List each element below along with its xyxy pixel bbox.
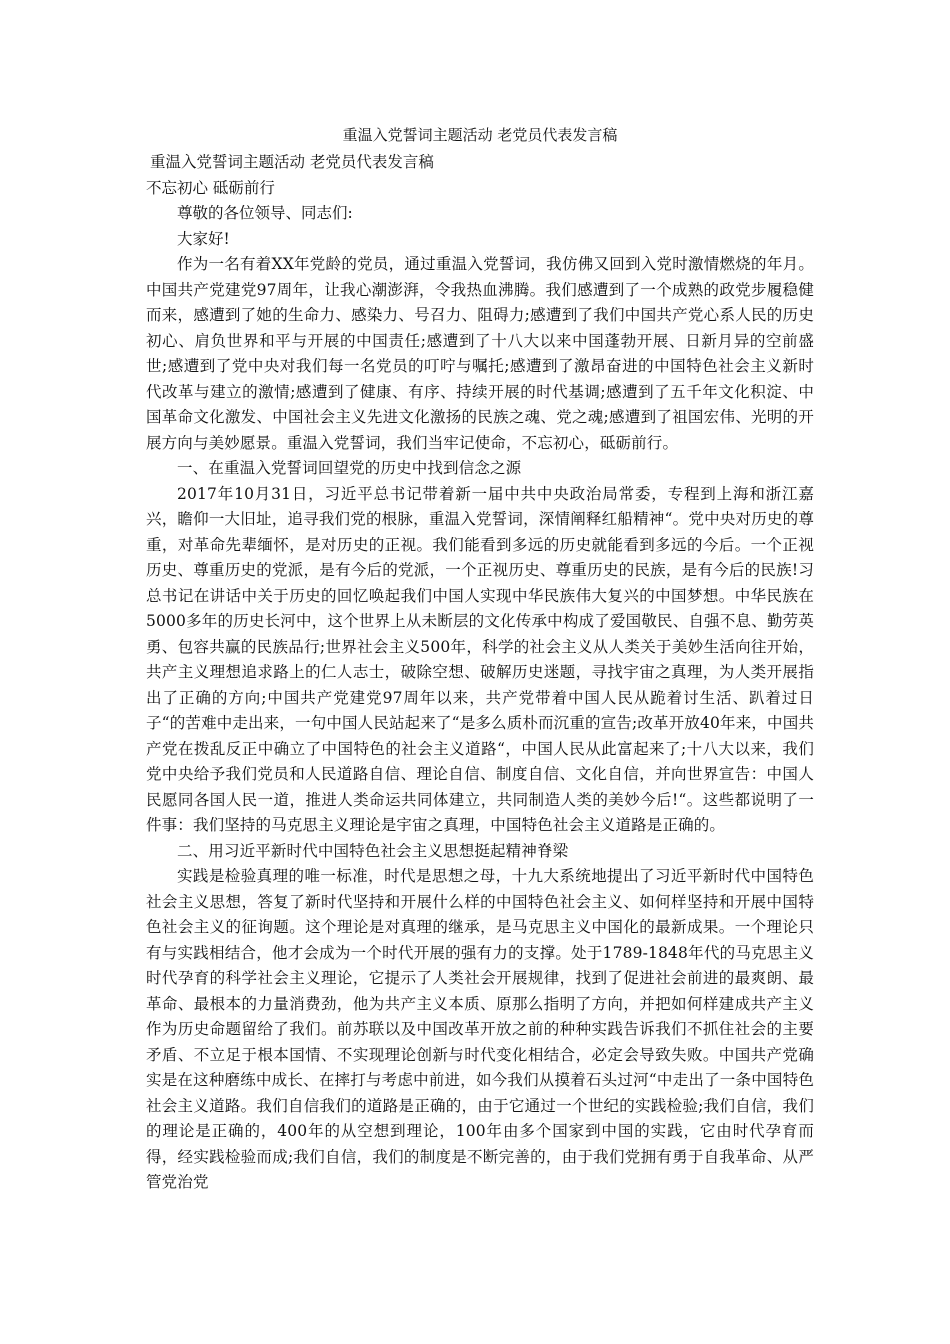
paragraph-theory: 实践是检验真理的唯一标准，时代是思想之母，十九大系统地提出了习近平新时代中国特色社会主义思想，答复了新时代坚持和开展什么样的中国特色社会主义、如何样坚持和开展中国特色社会主义的征询题。这个理论是对真理的继承，是马克思主义中国化的最新成果。一个理论只有与实践相结合，他才会成为一个时代开展的强有力的支撑。处于1789-1848年代的马克思主义时代孕育的科学社会主义理论，它提示了人类社会开展规律，找到了促进社会前进的最爽朗、最革命、最根本的力量消费劲，他为共产主义本质、原那么指明了方向，并把如何样建成共产主义作为历史命题留给了我们。前苏联以及中国改革开放之前的种种实践告诉我们不抓住社会的主要矛盾、不立足于根本国情、不实现理论创新与时代变化相结合，必定会导致失败。中国共产党确实是在这种磨练中成长、在摔打与考虑中前进，如今我们从摸着石头过河“中走出了一条中国特色社会主义道路。我们自信我们的道路是正确的，由于它通过一个世纪的实践检验;我们自信，我们的理论是正确的，400年的从空想到理论，100年由多个国家到中国的实践，它由时代孕育而得，经实践检验而成;我们自信，我们的制度是不断完善的，由于我们党拥有勇于自我革命、从严管党治党 (146, 867, 814, 1191)
paragraph-history: 2017年10月31日，习近平总书记带着新一届中共中央政治局常委，专程到上海和浙江嘉兴，瞻仰一大旧址，追寻我们党的根脉，重温入党誓词，深情阐释红船精神“。党中央对历史的尊重，对革命先辈缅怀，是对历史的正视。我们能看到多远的历史就能看到多远的今后。一个正视历史、尊重历史的党派，是有今后的党派，一个正视历史、尊重历史的民族，是有今后的民族!习总书记在讲话中关于历史的回忆唤起我们中国人实现中华民族伟大复兴的中国梦想。中华民族在5000多年的历史长河中，这个世界上从未断层的文化传承中构成了爱国敬民、自强不息、勤劳英勇、包容共赢的民族品行;世界社会主义500年，科学的社会主义从人类关于美妙生活向往开始，共产主义理想追求路上的仁人志士，破除空想、破解历史迷题，寻找宇宙之真理，为人类开展指出了正确的方向;中国共产党建党97周年以来，共产党带着中国人民从跪着讨生活、趴着过日子“的苦难中走出来，一句中国人民站起来了“是多么质朴而沉重的宣告;改革开放40年来，中国共产党在拨乱反正中确立了中国特色的社会主义道路“，中国人民从此富起来了;十八大以来，我们党中央给予我们党员和人民道路自信、理论自信、制度自信、文化自信，并向世界宣告：中国人民愿同各国人民一道，推进人类命运共同体建立，共同制造人类的美妙今后!“。这些都说明了一件事：我们坚持的马克思主义理论是宇宙之真理，中国特色社会主义道路是正确的。 (146, 484, 814, 834)
salutation: 尊敬的各位领导、同志们: (177, 204, 353, 222)
section-heading-1: 一、在重温入党誓词回望党的历史中找到信念之源 (177, 459, 522, 477)
greeting: 大家好! (177, 229, 230, 248)
document-title: 重温入党誓词主题活动 老党员代表发言稿 (342, 126, 618, 144)
document-page (146, 124, 814, 1196)
document-subtitle: 重温入党誓词主题活动 老党员代表发言稿 (150, 153, 434, 171)
motto: 不忘初心 砥砺前行 (146, 178, 275, 197)
paragraph-intro: 作为一名有着XX年党龄的党员，通过重温入党誓词，我仿佛又回到入党时激情燃烧的年月。中国共产党建党97周年，让我心潮澎湃，令我热血沸腾。我们感遭到了一个成熟的政党步履稳健而来，感遭到了她的生命力、感染力、号召力、阻碍力;感遭到了我们中国共产党心系人民的历史初心、肩负世界和平与开展的中国责任;感遭到了十八大以来中国蓬勃开展、日新月异的空前盛世;感遭到了党中央对我们每一名党员的叮咛与嘱托;感遭到了激昂奋进的中国特色社会主义新时代改革与建立的激情;感遭到了健康、有序、持续开展的时代基调;感遭到了五千年文化积淀、中国革命文化激发、中国社会主义先进文化激扬的民族之魂、党之魂;感遭到了祖国宏伟、光明的开展方向与美妙愿景。重温入党誓词，我们当牢记使命，不忘初心，砥砺前行。 (146, 255, 814, 452)
section-heading-2: 二、用习近平新时代中国特色社会主义思想挺起精神脊梁 (177, 841, 569, 860)
